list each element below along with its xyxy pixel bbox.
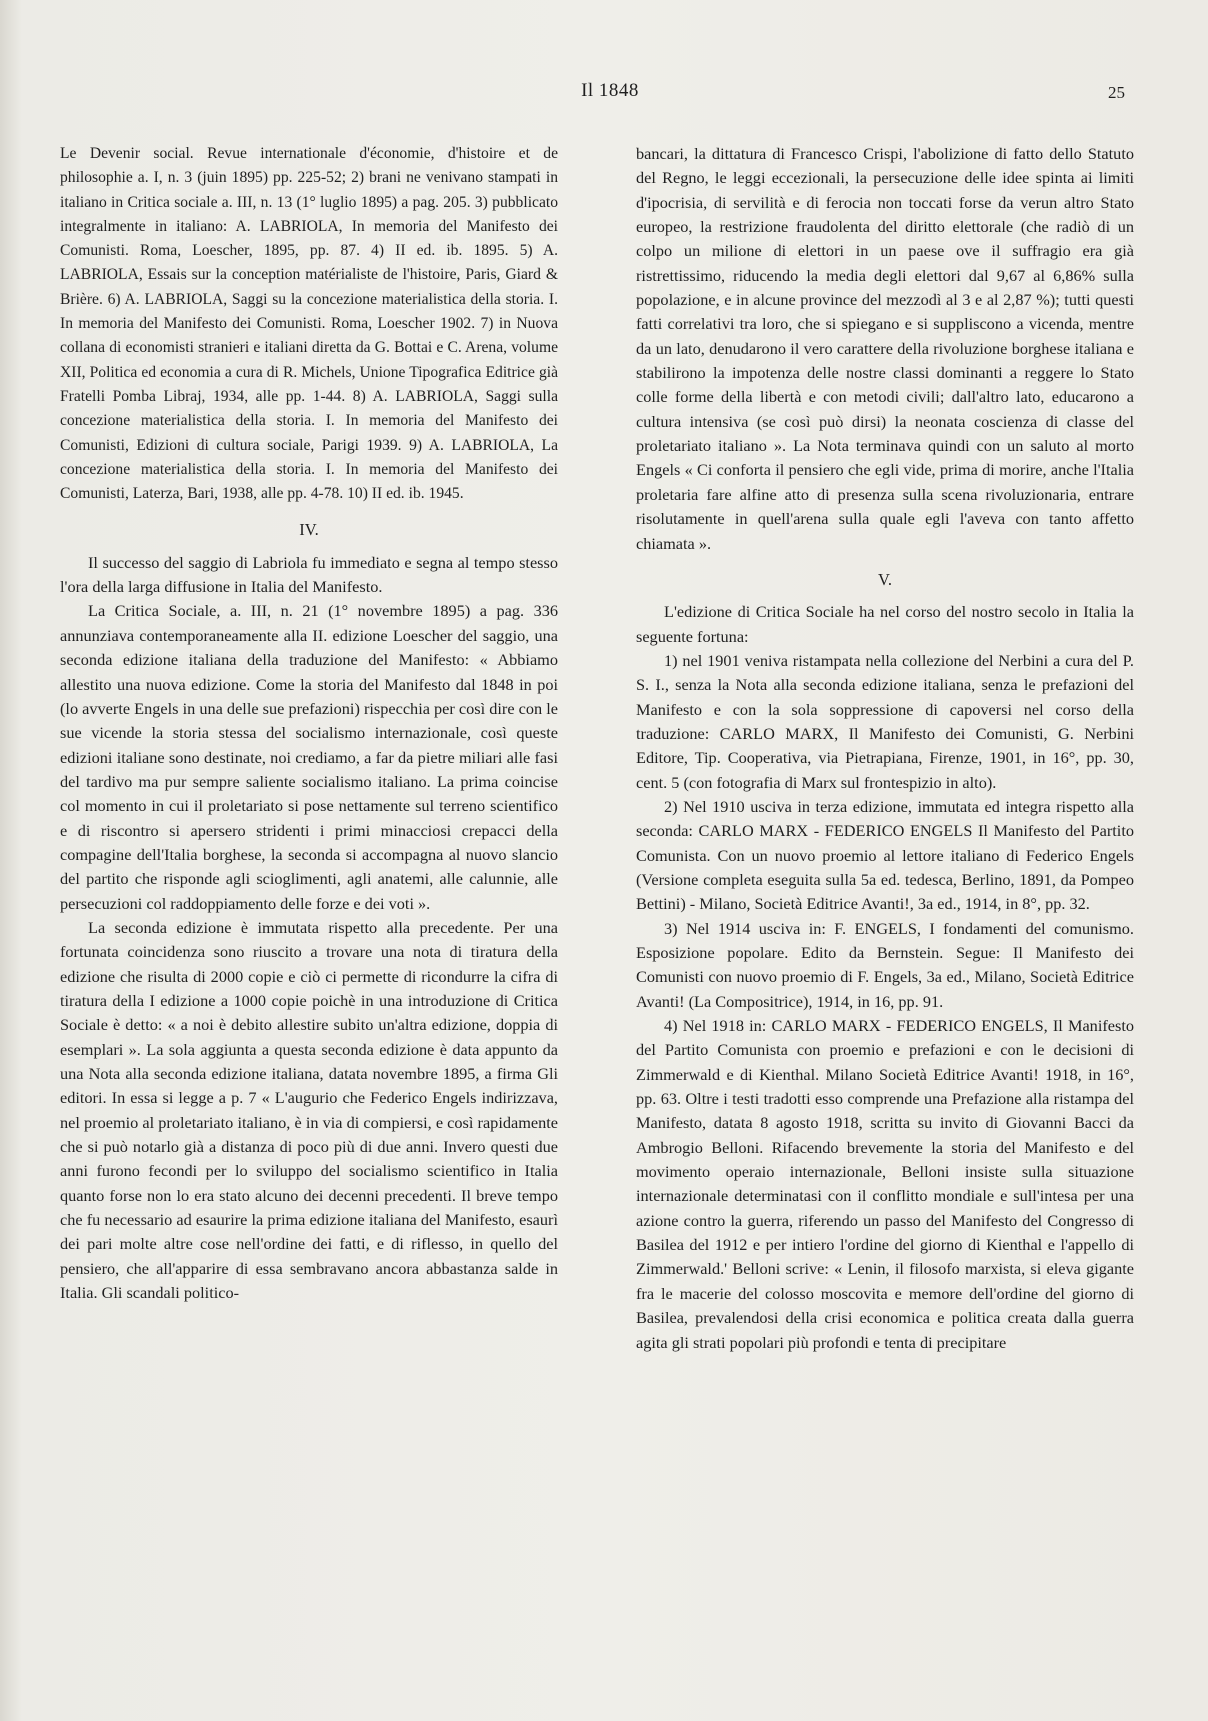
paragraph: La seconda edizione è immutata rispetto alla precedente. Per una fortunata coincidenza sono riuscito a trovare una nota di tiratura della edizione che risulta di 2000 copie e ciò ci permette di ricondurre la cifra di tiratura della I edizione a 1000 copie poichè in una introduzione di Critica Sociale è detto: « a noi è debito allestire subito un'altra edizione, doppia di esemplari ». La sola aggiunta a questa seconda edizione è data appunto da una Nota alla seconda edizione italiana, datata novembre 1895, a firma Gli editori. In essa si legge a p. 7 « L'augurio che Federico Engels indirizzava, nel proemio al proletariato italiano, è in via di compiersi, e così rapidamente che si può notarlo già a distanza di poco più di due anni. Invero questi due anni furono fecondi per lo sviluppo del socialismo scientifico in Italia quanto forse non lo era stato alcuno dei decenni precedenti. Il breve tempo che fu necessario ad esaurire la prima edizione italiana del Manifesto, esaurì dei pari molte altre cose nell'ordine dei fatti, e di riflesso, in quello del pensiero, che all'apparire di essa sembravano ancora abbastanza salde in Italia. Gli scandali politico- (60, 917, 558, 1303)
section-heading-iv: IV. (299, 520, 319, 540)
list-item: 4) Nel 1918 in: CARLO MARX - FEDERICO ENGELS, Il Manifesto del Partito Comunista con proemio e prefazioni e con le decisioni di Zimmerwald e di Kienthal. Milano Società Editrice Avanti! 1918, in 16°, pp. 63. Oltre i testi tradotti esso comprende una Prefazione alla ristampa del Manifesto, datata 8 agosto 1918, scritta su invito di Giovanni Bacci da Ambrogio Belloni. Rifacendo brevemente la storia del Manifesto e del movimento operaio internazionale, Belloni insiste sulla situazione internazionale determinatasi con il conflitto mondiale e sull'intesa per una azione contro la guerra, riferendo un passo del Manifesto del Congresso di Basilea del 1912 e per intiero l'ordine del giorno di Kienthal e l'appello di Zimmerwald.' Belloni scrive: « Lenin, il filosofo marxista, si eleva gigante fra le macerie del colosso moscovita e memore dell'ordine del giorno di Basilea, prevalendosi della crisi economica e politica creata dalla guerra agita gli strati popolari più profondi e tenta di precipitare (636, 1016, 1134, 1352)
paragraph: bancari, la dittatura di Francesco Crispi, l'abolizione di fatto dello Statuto del Regno, le leggi eccezionali, la persecuzione delle idee spinta ai limiti d'ipocrisia, di servilità e di ferocia non toccati forse da verun altro Stato europeo, la restrizione fraudolenta del diritto elettorale (che radiò di un colpo un milione di elettori in un paese ove il suffragio era già ristrettissimo, riducendo la media degli elettori dal 9,67 al 6,86% sulla popolazione, e in alcune province del mezzodì al 3 e al 2,87 %); tutti questi fatti correlativi tra loro, che si spiegano e si suppliscono a vicenda, mentre da un lato, denudarono il vero carattere della rivoluzione borghese italiana e stabilirono la impotenza delle nostre classi dominanti a reggere lo Stato colle forme della libertà e con metodi civili; dall'altro lato, educarono a cultura intensiva (se così può dirsi) la neonata coscienza di classe del proletariato italiano ». La Nota terminava quindi con un saluto al morto Engels « Ci conforta il pensiero che egli vide, prima di morire, anche l'Italia proletaria fare alfine atto di presenza sulla scena rivoluzionaria, entrare risolutamente in quell'arena sulla quale egli l'aveva con tanto affetto chiamata ». (636, 144, 1134, 553)
list-item: 1) nel 1901 veniva ristampata nella collezione del Nerbini a cura del P. S. I., senza la Nota alla seconda edizione italiana, senza le prefazioni del Manifesto e con la sola soppressione di capoversi nel corso della traduzione: CARLO MARX, Il Manifesto dei Comunisti, G. Nerbini Editore, Tip. Cooperativa, via Pietrapiana, Firenze, 1901, in 16°, pp. 30, cent. 5 (con fotografia di Marx sul frontespizio in alto). (636, 650, 1134, 792)
left-column (60, 142, 558, 1305)
list-item: 2) Nel 1910 usciva in terza edizione, immutata ed integra rispetto alla seconda: CARLO MARX - FEDERICO ENGELS Il Manifesto del Partito Comunista. Con un nuovo proemio al lettore italiano di Federico Engels (Versione completa eseguita sulla 5a ed. tedesca, Berlino, 1891, da Pompeo Bettini) - Milano, Società Editrice Avanti!, 3a ed., 1914, in 8°, pp. 32. (636, 796, 1134, 914)
paragraph: L'edizione di Critica Sociale ha nel corso del nostro secolo in Italia la seguente fortuna: (636, 602, 1134, 646)
paragraph: La Critica Sociale, a. III, n. 21 (1° novembre 1895) a pag. 336 annunziava contemporaneamente alla II. edizione Loescher del saggio, una seconda edizione italiana della traduzione del Manifesto: « Abbiamo allestito una nuova edizione. Come la storia del Manifesto dal 1848 in poi (lo avverte Engels in una delle sue prefazioni) rispecchia per così dire con le sue vicende la storia stessa del socialismo internazionale, così queste edizioni italiane sono destinate, noi crediamo, a far da pietre miliari alle fasi del tardivo ma pur sempre saliente socialismo italiano. La prima coincise col momento in cui il proletariato si pose nettamente sul terreno scientifico e di riscontro si apersero stridenti i primi minacciosi crepacci della compagine dell'Italia borghese, la seconda si accompagna al nuovo slancio del partito che risponde agli scioglimenti, agli anatemi, alle calunnie, alle persecuzioni col raddoppiamento delle forze e dei voti ». (60, 601, 558, 913)
page-number: 25 (1108, 83, 1125, 102)
list-item: 3) Nel 1914 usciva in: F. ENGELS, I fondamenti del comunismo. Esposizione popolare. Edito da Bernstein. Segue: Il Manifesto dei Comunisti con nuovo proemio di F. Engels, 3a ed., Milano, Società Editrice Avanti! (La Compositrice), 1914, in 16, pp. 91. (636, 918, 1134, 1011)
footnote-continuation: Le Devenir social. Revue internationale d'économie, d'histoire et de philosophie a. I, n. 3 (juin 1895) pp. 225-52; 2) brani ne venivano stampati in italiano in Critica sociale a. III, n. 13 (1° luglio 1895) a pag. 205. 3) pubblicato integralmente in italiano: A. LABRIOLA, In memoria del Manifesto dei Comunisti. Roma, Loescher, 1895, pp. 87. 4) II ed. ib. 1895. 5) A. LABRIOLA, Essais sur la conception matérialiste de l'histoire, Paris, Giard & Brière. 6) A. LABRIOLA, Saggi su la concezione materialistica della storia. I. In memoria del Manifesto dei Comunisti. Roma, Loescher 1902. 7) in Nuova collana di economisti stranieri e italiani diretta da G. Bottai e C. Arena, volume XII, Politica ed economia a cura di R. Michels, Unione Tipografica Editrice già Fratelli Pomba Libraj, 1934, alle pp. 1-44. 8) A. LABRIOLA, Saggi sulla concezione materialistica della storia. I. In memoria del Manifesto dei Comunisti, Edizioni di cultura sociale, Parigi 1939. 9) A. LABRIOLA, La concezione materialistica della storia. I. In memoria del Manifesto dei Comunisti, Laterza, Bari, 1938, alle pp. 4-78. 10) II ed. ib. 1945. (60, 145, 558, 503)
section-heading-v: V. (878, 569, 892, 589)
right-column (636, 142, 1134, 1355)
paragraph: Il successo del saggio di Labriola fu immediato e segna al tempo stesso l'ora della larga diffusione in Italia del Manifesto. (60, 552, 558, 597)
running-title: Il 1848 (581, 80, 639, 101)
